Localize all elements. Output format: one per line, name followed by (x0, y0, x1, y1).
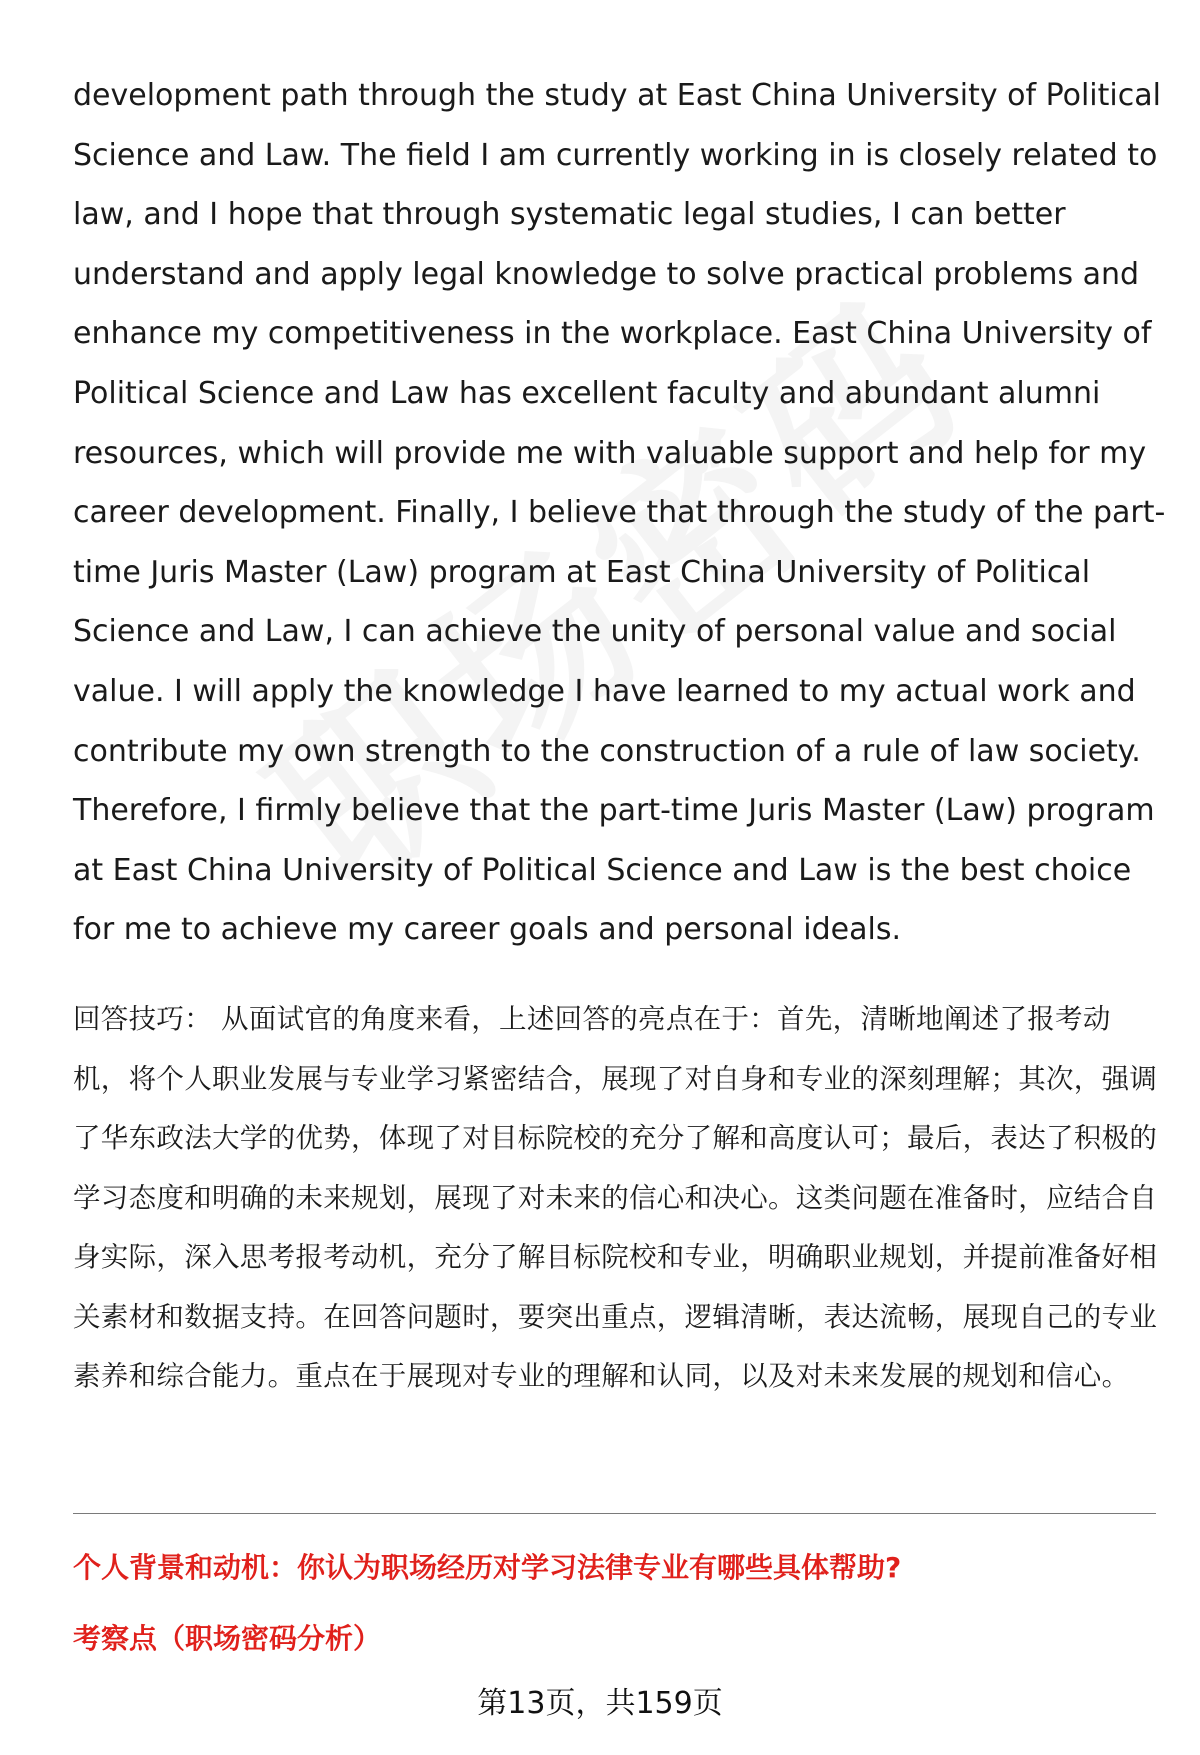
page-number: 第13页，共159页 (477, 1686, 723, 1721)
section-divider (73, 1513, 1156, 1514)
assessment-point-label: 考察点（职场密码分析） (73, 1622, 382, 1655)
english-answer-paragraph: development path through the study at East China University of Political Science and Law. The field I am currently working in is closely related to law, and I hope that through systematic legal studies, I can better understand and apply legal knowledge to solve practical problems and enhance my competitiveness in the workplace. East China University of Political Science and Law has excellent faculty and abundant alumni resources, which will provide me with valuable support and help for my career development. Finally, I believe that through the study of the part-time Juris Master (Law) program at East China University of Political Science and Law, I can achieve the unity of personal value and social value. I will apply the knowledge I have learned to my actual work and contribute my own strength to the construction of a rule of law society. Therefore, I firmly believe that the part-time Juris Master (Law) program at East China University of Political Science and Law is the best choice for me to achieve my career goals and personal ideals. (73, 78, 1166, 948)
next-question-heading: 个人背景和动机：你认为职场经历对学习法律专业有哪些具体帮助? (73, 1551, 902, 1584)
answer-tips-paragraph: 回答技巧： 从面试官的角度来看，上述回答的亮点在于：首先，清晰地阐述了报考动机，将个人职业发展与专业学习紧密结合，展现了对自身和专业的深刻理解；其次，强调了华东政法大学的优势，体现了对目标院校的充分了解和高度认可；最后，表达了积极的学习态度和明确的未来规划，展现了对未来的信心和决心。这类问题在准备时，应结合自身实际，深入思考报考动机，充分了解目标院校和专业，明确职业规划，并提前准备好相关素材和数据支持。在回答问题时，要突出重点，逻辑清晰，表达流畅，展现自己的专业素养和综合能力。重点在于展现对专业的理解和认同，以及对未来发展的规划和信心。 (73, 1003, 1158, 1392)
